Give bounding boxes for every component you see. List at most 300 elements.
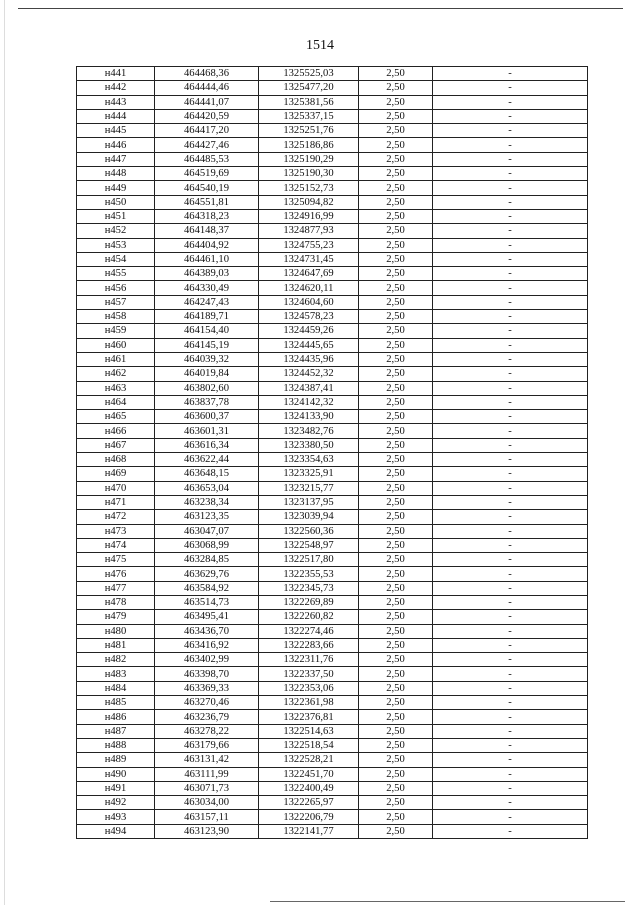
y-coordinate-cell: 1324142,32: [259, 395, 359, 409]
x-coordinate-cell: 463398,70: [155, 667, 259, 681]
accuracy-cell: 2,50: [359, 338, 433, 352]
point-id-cell: н488: [77, 738, 155, 752]
accuracy-cell: 2,50: [359, 638, 433, 652]
y-coordinate-cell: 1323482,76: [259, 424, 359, 438]
x-coordinate-cell: 464540,19: [155, 181, 259, 195]
x-coordinate-cell: 463047,07: [155, 524, 259, 538]
x-coordinate-cell: 464551,81: [155, 195, 259, 209]
accuracy-cell: 2,50: [359, 352, 433, 366]
point-id-cell: н445: [77, 124, 155, 138]
x-coordinate-cell: 463071,73: [155, 781, 259, 795]
table-row: [77, 624, 588, 638]
page-number: 1514: [306, 38, 334, 53]
table-row: [77, 495, 588, 509]
table-row: [77, 767, 588, 781]
y-coordinate-cell: 1324578,23: [259, 310, 359, 324]
y-coordinate-cell: 1323380,50: [259, 438, 359, 452]
accuracy-cell: 2,50: [359, 481, 433, 495]
y-coordinate-cell: 1322353,06: [259, 681, 359, 695]
table-row: [77, 524, 588, 538]
note-cell: -: [433, 624, 588, 638]
x-coordinate-cell: 463802,60: [155, 381, 259, 395]
x-coordinate-cell: 464441,07: [155, 95, 259, 109]
note-cell: -: [433, 152, 588, 166]
table-row: [77, 167, 588, 181]
accuracy-cell: 2,50: [359, 724, 433, 738]
note-cell: -: [433, 524, 588, 538]
accuracy-cell: 2,50: [359, 467, 433, 481]
x-coordinate-cell: 463284,85: [155, 553, 259, 567]
table-row: [77, 753, 588, 767]
table-row: [77, 567, 588, 581]
note-cell: -: [433, 424, 588, 438]
accuracy-cell: 2,50: [359, 324, 433, 338]
y-coordinate-cell: 1322528,21: [259, 753, 359, 767]
x-coordinate-cell: 464318,23: [155, 209, 259, 223]
note-cell: -: [433, 824, 588, 838]
table-row: [77, 696, 588, 710]
x-coordinate-cell: 464404,92: [155, 238, 259, 252]
note-cell: -: [433, 124, 588, 138]
table-row: [77, 681, 588, 695]
accuracy-cell: 2,50: [359, 267, 433, 281]
coordinates-table: [76, 66, 588, 839]
point-id-cell: н460: [77, 338, 155, 352]
point-id-cell: н459: [77, 324, 155, 338]
y-coordinate-cell: 1324387,41: [259, 381, 359, 395]
y-coordinate-cell: 1324731,45: [259, 252, 359, 266]
x-coordinate-cell: 463622,44: [155, 453, 259, 467]
note-cell: -: [433, 653, 588, 667]
x-coordinate-cell: 464417,20: [155, 124, 259, 138]
point-id-cell: н441: [77, 67, 155, 81]
point-id-cell: н474: [77, 538, 155, 552]
scan-border-top: [18, 8, 623, 9]
table-row: [77, 295, 588, 309]
accuracy-cell: 2,50: [359, 252, 433, 266]
table-row: [77, 281, 588, 295]
note-cell: -: [433, 310, 588, 324]
accuracy-cell: 2,50: [359, 696, 433, 710]
accuracy-cell: 2,50: [359, 524, 433, 538]
x-coordinate-cell: 463131,42: [155, 753, 259, 767]
scan-border-left: [4, 0, 5, 905]
table-row: [77, 352, 588, 366]
table-row: [77, 710, 588, 724]
table-row: [77, 224, 588, 238]
table-row: [77, 667, 588, 681]
x-coordinate-cell: 464444,46: [155, 81, 259, 95]
table-row: [77, 181, 588, 195]
x-coordinate-cell: 464039,32: [155, 352, 259, 366]
point-id-cell: н462: [77, 367, 155, 381]
point-id-cell: н489: [77, 753, 155, 767]
y-coordinate-cell: 1324445,65: [259, 338, 359, 352]
accuracy-cell: 2,50: [359, 81, 433, 95]
point-id-cell: н491: [77, 781, 155, 795]
x-coordinate-cell: 464019,84: [155, 367, 259, 381]
note-cell: -: [433, 167, 588, 181]
x-coordinate-cell: 463111,99: [155, 767, 259, 781]
note-cell: -: [433, 252, 588, 266]
y-coordinate-cell: 1324647,69: [259, 267, 359, 281]
point-id-cell: н482: [77, 653, 155, 667]
table-row: [77, 238, 588, 252]
table-row: [77, 796, 588, 810]
note-cell: -: [433, 109, 588, 123]
accuracy-cell: 2,50: [359, 595, 433, 609]
x-coordinate-cell: 463600,37: [155, 410, 259, 424]
note-cell: -: [433, 295, 588, 309]
table-row: [77, 781, 588, 795]
note-cell: -: [433, 724, 588, 738]
y-coordinate-cell: 1324916,99: [259, 209, 359, 223]
table-row: [77, 195, 588, 209]
x-coordinate-cell: 463837,78: [155, 395, 259, 409]
x-coordinate-cell: 464420,59: [155, 109, 259, 123]
accuracy-cell: 2,50: [359, 753, 433, 767]
table-row: [77, 324, 588, 338]
note-cell: -: [433, 467, 588, 481]
point-id-cell: н468: [77, 453, 155, 467]
y-coordinate-cell: 1322141,77: [259, 824, 359, 838]
accuracy-cell: 2,50: [359, 395, 433, 409]
y-coordinate-cell: 1322265,97: [259, 796, 359, 810]
x-coordinate-cell: 464519,69: [155, 167, 259, 181]
table-row: [77, 109, 588, 123]
point-id-cell: н453: [77, 238, 155, 252]
accuracy-cell: 2,50: [359, 152, 433, 166]
accuracy-cell: 2,50: [359, 281, 433, 295]
note-cell: -: [433, 738, 588, 752]
point-id-cell: н493: [77, 810, 155, 824]
table-row: [77, 510, 588, 524]
note-cell: -: [433, 481, 588, 495]
x-coordinate-cell: 463584,92: [155, 581, 259, 595]
note-cell: -: [433, 710, 588, 724]
note-cell: -: [433, 410, 588, 424]
y-coordinate-cell: 1322548,97: [259, 538, 359, 552]
table-row: [77, 252, 588, 266]
accuracy-cell: 2,50: [359, 581, 433, 595]
accuracy-cell: 2,50: [359, 681, 433, 695]
note-cell: -: [433, 810, 588, 824]
accuracy-cell: 2,50: [359, 138, 433, 152]
y-coordinate-cell: 1322283,66: [259, 638, 359, 652]
point-id-cell: н472: [77, 510, 155, 524]
note-cell: -: [433, 95, 588, 109]
note-cell: -: [433, 381, 588, 395]
point-id-cell: н464: [77, 395, 155, 409]
y-coordinate-cell: 1324133,90: [259, 410, 359, 424]
accuracy-cell: 2,50: [359, 238, 433, 252]
table-row: [77, 595, 588, 609]
x-coordinate-cell: 463648,15: [155, 467, 259, 481]
note-cell: -: [433, 395, 588, 409]
note-cell: -: [433, 352, 588, 366]
accuracy-cell: 2,50: [359, 567, 433, 581]
note-cell: -: [433, 510, 588, 524]
accuracy-cell: 2,50: [359, 167, 433, 181]
table-row: [77, 581, 588, 595]
y-coordinate-cell: 1322518,54: [259, 738, 359, 752]
accuracy-cell: 2,50: [359, 410, 433, 424]
y-coordinate-cell: 1322560,36: [259, 524, 359, 538]
note-cell: -: [433, 753, 588, 767]
accuracy-cell: 2,50: [359, 538, 433, 552]
point-id-cell: н455: [77, 267, 155, 281]
x-coordinate-cell: 463068,99: [155, 538, 259, 552]
x-coordinate-cell: 463402,99: [155, 653, 259, 667]
y-coordinate-cell: 1323215,77: [259, 481, 359, 495]
accuracy-cell: 2,50: [359, 667, 433, 681]
point-id-cell: н450: [77, 195, 155, 209]
table-row: [77, 824, 588, 838]
table-row: [77, 653, 588, 667]
y-coordinate-cell: 1322337,50: [259, 667, 359, 681]
y-coordinate-cell: 1322274,46: [259, 624, 359, 638]
x-coordinate-cell: 463495,41: [155, 610, 259, 624]
table-row: [77, 610, 588, 624]
point-id-cell: н483: [77, 667, 155, 681]
table-row: [77, 481, 588, 495]
x-coordinate-cell: 464330,49: [155, 281, 259, 295]
point-id-cell: н461: [77, 352, 155, 366]
note-cell: -: [433, 538, 588, 552]
accuracy-cell: 2,50: [359, 453, 433, 467]
point-id-cell: н490: [77, 767, 155, 781]
note-cell: -: [433, 453, 588, 467]
point-id-cell: н481: [77, 638, 155, 652]
note-cell: -: [433, 181, 588, 195]
accuracy-cell: 2,50: [359, 810, 433, 824]
table-row: [77, 67, 588, 81]
point-id-cell: н448: [77, 167, 155, 181]
x-coordinate-cell: 463629,76: [155, 567, 259, 581]
x-coordinate-cell: 463601,31: [155, 424, 259, 438]
point-id-cell: н444: [77, 109, 155, 123]
point-id-cell: н476: [77, 567, 155, 581]
note-cell: -: [433, 681, 588, 695]
point-id-cell: н463: [77, 381, 155, 395]
table-row: [77, 95, 588, 109]
scan-border-bottom: [270, 901, 625, 902]
point-id-cell: н449: [77, 181, 155, 195]
table-row: [77, 638, 588, 652]
table-row: [77, 438, 588, 452]
point-id-cell: н452: [77, 224, 155, 238]
note-cell: -: [433, 595, 588, 609]
x-coordinate-cell: 464427,46: [155, 138, 259, 152]
table-row: [77, 138, 588, 152]
accuracy-cell: 2,50: [359, 767, 433, 781]
note-cell: -: [433, 209, 588, 223]
y-coordinate-cell: 1324459,26: [259, 324, 359, 338]
note-cell: -: [433, 281, 588, 295]
y-coordinate-cell: 1322451,70: [259, 767, 359, 781]
note-cell: -: [433, 667, 588, 681]
x-coordinate-cell: 464461,10: [155, 252, 259, 266]
accuracy-cell: 2,50: [359, 824, 433, 838]
table-row: [77, 738, 588, 752]
point-id-cell: н487: [77, 724, 155, 738]
x-coordinate-cell: 464389,03: [155, 267, 259, 281]
accuracy-cell: 2,50: [359, 195, 433, 209]
accuracy-cell: 2,50: [359, 124, 433, 138]
accuracy-cell: 2,50: [359, 495, 433, 509]
x-coordinate-cell: 464468,36: [155, 67, 259, 81]
y-coordinate-cell: 1325525,03: [259, 67, 359, 81]
note-cell: -: [433, 438, 588, 452]
note-cell: -: [433, 224, 588, 238]
note-cell: -: [433, 367, 588, 381]
x-coordinate-cell: 464247,43: [155, 295, 259, 309]
note-cell: -: [433, 696, 588, 710]
note-cell: -: [433, 796, 588, 810]
accuracy-cell: 2,50: [359, 610, 433, 624]
table-row: [77, 453, 588, 467]
accuracy-cell: 2,50: [359, 295, 433, 309]
point-id-cell: н477: [77, 581, 155, 595]
x-coordinate-cell: 463034,00: [155, 796, 259, 810]
accuracy-cell: 2,50: [359, 796, 433, 810]
point-id-cell: н480: [77, 624, 155, 638]
point-id-cell: н494: [77, 824, 155, 838]
point-id-cell: н458: [77, 310, 155, 324]
x-coordinate-cell: 463416,92: [155, 638, 259, 652]
point-id-cell: н443: [77, 95, 155, 109]
point-id-cell: н485: [77, 696, 155, 710]
accuracy-cell: 2,50: [359, 109, 433, 123]
point-id-cell: н467: [77, 438, 155, 452]
y-coordinate-cell: 1322355,53: [259, 567, 359, 581]
table-row: [77, 310, 588, 324]
note-cell: -: [433, 638, 588, 652]
x-coordinate-cell: 463270,46: [155, 696, 259, 710]
accuracy-cell: 2,50: [359, 781, 433, 795]
y-coordinate-cell: 1322269,89: [259, 595, 359, 609]
x-coordinate-cell: 463123,90: [155, 824, 259, 838]
point-id-cell: н492: [77, 796, 155, 810]
y-coordinate-cell: 1322260,82: [259, 610, 359, 624]
y-coordinate-cell: 1324755,23: [259, 238, 359, 252]
table-row: [77, 538, 588, 552]
y-coordinate-cell: 1323325,91: [259, 467, 359, 481]
y-coordinate-cell: 1322376,81: [259, 710, 359, 724]
y-coordinate-cell: 1324435,96: [259, 352, 359, 366]
table-row: [77, 395, 588, 409]
accuracy-cell: 2,50: [359, 710, 433, 724]
note-cell: -: [433, 581, 588, 595]
point-id-cell: н473: [77, 524, 155, 538]
y-coordinate-cell: 1323137,95: [259, 495, 359, 509]
table-row: [77, 124, 588, 138]
y-coordinate-cell: 1325190,29: [259, 152, 359, 166]
note-cell: -: [433, 67, 588, 81]
note-cell: -: [433, 338, 588, 352]
note-cell: -: [433, 238, 588, 252]
table-row: [77, 381, 588, 395]
note-cell: -: [433, 553, 588, 567]
y-coordinate-cell: 1322517,80: [259, 553, 359, 567]
point-id-cell: н479: [77, 610, 155, 624]
x-coordinate-cell: 463123,35: [155, 510, 259, 524]
point-id-cell: н465: [77, 410, 155, 424]
x-coordinate-cell: 464145,19: [155, 338, 259, 352]
x-coordinate-cell: 463179,66: [155, 738, 259, 752]
coordinates-table-body: [77, 67, 588, 839]
x-coordinate-cell: 463236,79: [155, 710, 259, 724]
table-row: [77, 467, 588, 481]
accuracy-cell: 2,50: [359, 209, 433, 223]
note-cell: -: [433, 324, 588, 338]
note-cell: -: [433, 81, 588, 95]
table-row: [77, 209, 588, 223]
table-row: [77, 267, 588, 281]
point-id-cell: н471: [77, 495, 155, 509]
table-row: [77, 424, 588, 438]
accuracy-cell: 2,50: [359, 553, 433, 567]
y-coordinate-cell: 1322311,76: [259, 653, 359, 667]
y-coordinate-cell: 1324452,32: [259, 367, 359, 381]
y-coordinate-cell: 1325094,82: [259, 195, 359, 209]
x-coordinate-cell: 463278,22: [155, 724, 259, 738]
y-coordinate-cell: 1325477,20: [259, 81, 359, 95]
x-coordinate-cell: 463514,73: [155, 595, 259, 609]
point-id-cell: н466: [77, 424, 155, 438]
note-cell: -: [433, 567, 588, 581]
y-coordinate-cell: 1323354,63: [259, 453, 359, 467]
x-coordinate-cell: 463369,33: [155, 681, 259, 695]
table-row: [77, 553, 588, 567]
x-coordinate-cell: 463157,11: [155, 810, 259, 824]
point-id-cell: н442: [77, 81, 155, 95]
y-coordinate-cell: 1325186,86: [259, 138, 359, 152]
point-id-cell: н457: [77, 295, 155, 309]
table-row: [77, 152, 588, 166]
accuracy-cell: 2,50: [359, 438, 433, 452]
note-cell: -: [433, 495, 588, 509]
y-coordinate-cell: 1324620,11: [259, 281, 359, 295]
note-cell: -: [433, 781, 588, 795]
table-row: [77, 81, 588, 95]
point-id-cell: н454: [77, 252, 155, 266]
x-coordinate-cell: 463616,34: [155, 438, 259, 452]
accuracy-cell: 2,50: [359, 310, 433, 324]
note-cell: -: [433, 195, 588, 209]
table-row: [77, 410, 588, 424]
accuracy-cell: 2,50: [359, 510, 433, 524]
accuracy-cell: 2,50: [359, 738, 433, 752]
point-id-cell: н486: [77, 710, 155, 724]
point-id-cell: н484: [77, 681, 155, 695]
x-coordinate-cell: 463436,70: [155, 624, 259, 638]
x-coordinate-cell: 463238,34: [155, 495, 259, 509]
y-coordinate-cell: 1322400,49: [259, 781, 359, 795]
accuracy-cell: 2,50: [359, 181, 433, 195]
table-row: [77, 338, 588, 352]
point-id-cell: н470: [77, 481, 155, 495]
y-coordinate-cell: 1325337,15: [259, 109, 359, 123]
x-coordinate-cell: 463653,04: [155, 481, 259, 495]
note-cell: -: [433, 138, 588, 152]
point-id-cell: н478: [77, 595, 155, 609]
table-row: [77, 810, 588, 824]
point-id-cell: н456: [77, 281, 155, 295]
point-id-cell: н447: [77, 152, 155, 166]
y-coordinate-cell: 1325152,73: [259, 181, 359, 195]
note-cell: -: [433, 267, 588, 281]
